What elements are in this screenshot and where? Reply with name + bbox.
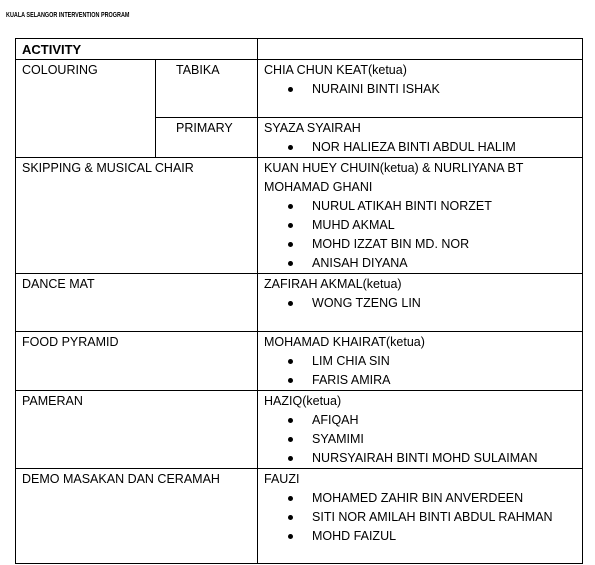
- team-leader: ZAFIRAH AKMAL(ketua): [264, 277, 402, 291]
- list-item: LIM CHIA SIN: [264, 352, 576, 371]
- activity-name-skipping: SKIPPING & MUSICAL CHAIR: [16, 158, 258, 274]
- activity-name-demo-masakan: DEMO MASAKAN DAN CERAMAH: [16, 469, 258, 564]
- member-list: [264, 489, 576, 546]
- sub-category-primary: PRIMARY: [156, 118, 258, 158]
- table-row: [16, 158, 583, 274]
- member-list: [264, 80, 576, 99]
- list-item: SYAMIMI: [264, 430, 576, 449]
- table-row: [16, 60, 583, 118]
- list-item: WONG TZENG LIN: [264, 294, 576, 313]
- team-leader: CHIA CHUN KEAT(ketua): [264, 63, 407, 77]
- team-cell: [258, 274, 583, 332]
- list-item: NOR HALIEZA BINTI ABDUL HALIM: [264, 138, 576, 157]
- team-cell: [258, 391, 583, 469]
- team-leader: KUAN HUEY CHUIN(ketua) & NURLIYANA BT MOHAMAD GHANI: [264, 161, 524, 194]
- document-header: KUALA SELANGOR INTERVENTION PROGRAM: [6, 12, 130, 19]
- team-leader: MOHAMAD KHAIRAT(ketua): [264, 335, 425, 349]
- team-leader: HAZIQ(ketua): [264, 394, 342, 408]
- list-item: AFIQAH: [264, 411, 576, 430]
- team-cell: [258, 118, 583, 158]
- list-item: MOHD FAIZUL: [264, 527, 576, 546]
- team-cell: [258, 469, 583, 564]
- list-item: MOHAMED ZAHIR BIN ANVERDEEN: [264, 489, 576, 508]
- activity-name-food-pyramid: FOOD PYRAMID: [16, 332, 258, 391]
- table-header-row: [16, 39, 583, 60]
- team-cell: [258, 60, 583, 118]
- list-item: ANISAH DIYANA: [264, 254, 576, 273]
- team-leader: SYAZA SYAIRAH: [264, 121, 361, 135]
- team-leader: FAUZI: [264, 472, 300, 486]
- activity-name-pameran: PAMERAN: [16, 391, 258, 469]
- list-item: SITI NOR AMILAH BINTI ABDUL RAHMAN: [264, 508, 576, 527]
- list-item: FARIS AMIRA: [264, 371, 576, 390]
- sub-category-tabika: TABIKA: [156, 60, 258, 118]
- table-row: [16, 332, 583, 391]
- member-list: [264, 138, 576, 157]
- table-row: [16, 469, 583, 564]
- list-item: NURUL ATIKAH BINTI NORZET: [264, 197, 576, 216]
- member-list: [264, 411, 576, 468]
- team-cell: [258, 332, 583, 391]
- activity-table: [15, 38, 583, 564]
- member-list: [264, 294, 576, 313]
- member-list: [264, 352, 576, 390]
- team-cell: [258, 158, 583, 274]
- list-item: NURSYAIRAH BINTI MOHD SULAIMAN: [264, 449, 576, 468]
- list-item: NURAINI BINTI ISHAK: [264, 80, 576, 99]
- activity-header: ACTIVITY: [16, 39, 258, 60]
- activity-name-colouring: COLOURING: [16, 60, 156, 158]
- list-item: MOHD IZZAT BIN MD. NOR: [264, 235, 576, 254]
- member-list: [264, 197, 576, 273]
- activity-name-dance-mat: DANCE MAT: [16, 274, 258, 332]
- table-row: [16, 274, 583, 332]
- table-row: [16, 391, 583, 469]
- empty-header-cell: [258, 39, 583, 60]
- list-item: MUHD AKMAL: [264, 216, 576, 235]
